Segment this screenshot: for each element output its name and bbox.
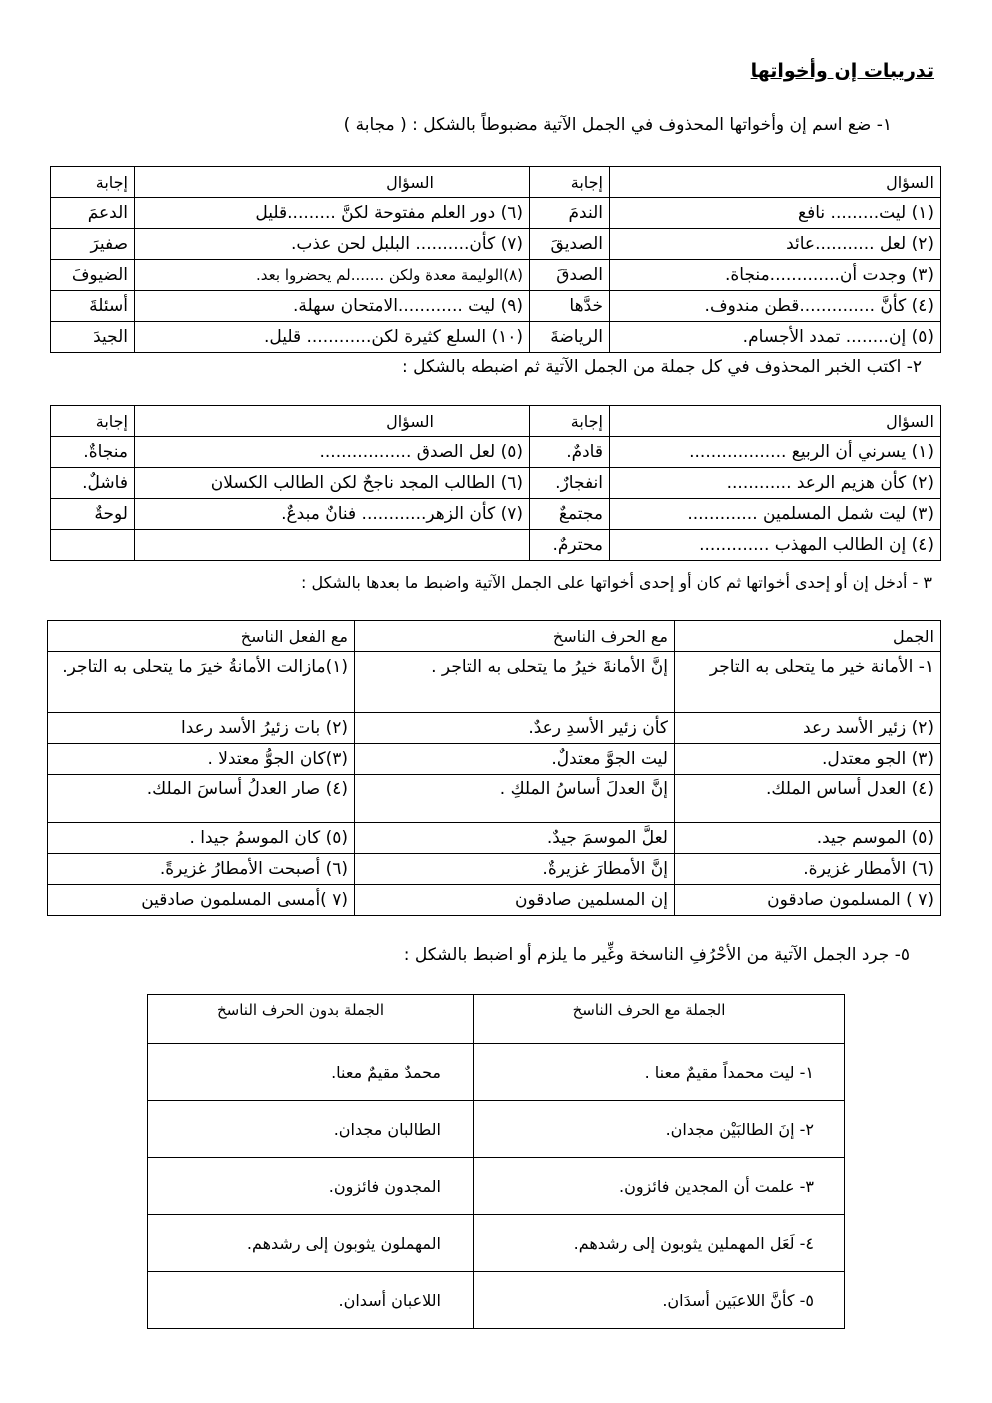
table-row [48, 652, 941, 713]
particle-cell: إنَّ الأمطارَ غزيرةٌ. [355, 854, 675, 885]
with-particle-cell: ٢- إنَ الطالبَيْن مجدان. [474, 1101, 845, 1158]
answer-cell: صفيرَ [51, 229, 135, 260]
question-cell: (١٠) السلع كثيرة لكن............ قليل. [135, 322, 530, 353]
verb-cell: (٣)كان الجوُّ معتدلا . [48, 744, 355, 775]
question-cell: (٥) لعل الصدق ................. [135, 437, 530, 468]
answer-cell: لوحةٌ [51, 499, 135, 530]
question-cell: (٩) ليت ............الامتحان سهلة. [135, 291, 530, 322]
table-row [48, 854, 941, 885]
verb-cell: (٧ )أمسى المسلمون صادقين [48, 885, 355, 916]
table-row [48, 744, 941, 775]
question-cell: (١) ليت......... نافع [610, 198, 941, 229]
with-particle-cell: ٣- علمت أن المجدين فائزون. [474, 1158, 845, 1215]
particle-cell: إنَّ الأمانةَ خيرُ ما يتحلى به التاجر . [355, 652, 675, 713]
page-title: تدريبات إن وأخواتها [750, 60, 934, 82]
question-5: ٥- جرد الجمل الآتية من الأحْرُفِ الناسخة وغِّير ما يلزم أو اضبط بالشكل : [403, 945, 910, 965]
verb-cell: (٢) بات زئيرُ الأسد رعدا [48, 713, 355, 744]
answer-cell: الضيوفَ [51, 260, 135, 291]
answer-cell: انفجارٌ. [530, 468, 610, 499]
table-row [51, 499, 941, 530]
answer-cell: فاشلٌ. [51, 468, 135, 499]
table-row [48, 823, 941, 854]
table-row [148, 1044, 845, 1101]
header-question: السؤال [135, 406, 530, 437]
question-3: ٣ - أدخل إن أو إحدى أخواتها ثم كان أو إحدى أخواتها على الجمل الآتية واضبط ما بعدها بالشكل : [300, 573, 932, 592]
question-cell: (٥) إن........ تمدد الأجسام. [610, 322, 941, 353]
table-row [51, 322, 941, 353]
table-row [51, 229, 941, 260]
header-answer: إجابة [530, 406, 610, 437]
table-3-header [48, 621, 941, 652]
sentence-cell: (٥) الموسم جيد. [675, 823, 941, 854]
without-particle-cell: محمدٌ مقيمٌ معنا. [148, 1044, 474, 1101]
question-cell: (٧) كأن الزهر............ فنانٌ مبدعٌ. [135, 499, 530, 530]
without-particle-cell: المجدون فائزون. [148, 1158, 474, 1215]
particle-cell: إن المسلمين صادقون [355, 885, 675, 916]
without-particle-cell: الطالبان مجدان. [148, 1101, 474, 1158]
sentence-cell: (٧ ) المسلمون صادقون [675, 885, 941, 916]
table-2 [50, 405, 941, 561]
verb-cell: (١)مازالت الأمانةُ خيرَ ما يتحلى به التاجر. [48, 652, 355, 713]
table-row [148, 1101, 845, 1158]
table-3 [47, 620, 941, 916]
with-particle-cell: ١- ليت محمداً مقيمٌ معنا . [474, 1044, 845, 1101]
answer-cell: الرياضةَ [530, 322, 610, 353]
table-row [51, 468, 941, 499]
answer-cell: الجيدَ [51, 322, 135, 353]
question-cell: (٧) كأن.......... البلبل لحن عذب. [135, 229, 530, 260]
answer-cell: منجاةٌ. [51, 437, 135, 468]
sentence-cell: (٤) العدل أساس الملك. [675, 775, 941, 823]
table-row [51, 291, 941, 322]
header-question: السؤال [610, 167, 941, 198]
table-row [51, 260, 941, 291]
particle-cell: إنَّ العدلَ أساسُ الملكِ . [355, 775, 675, 823]
header-sentences: الجمل [675, 621, 941, 652]
particle-cell: لعلَّ الموسمَ جيدٌ. [355, 823, 675, 854]
particle-cell: كأن زئير الأسدِ رعدٌ. [355, 713, 675, 744]
question-cell: (١) يسرني أن الربيع .................. [610, 437, 941, 468]
sentence-cell: ١- الأمانة خير ما يتحلى به التاجر [675, 652, 941, 713]
table-2-header [51, 406, 941, 437]
table-row [48, 885, 941, 916]
table-row [51, 437, 941, 468]
without-particle-cell: اللاعبان أسدان. [148, 1272, 474, 1329]
table-4-header [148, 995, 845, 1044]
question-cell: (٦) دور العلم مفتوحة لكنَّ .........قليل [135, 198, 530, 229]
table-row [48, 713, 941, 744]
header-with-particle: مع الحرف الناسخ [355, 621, 675, 652]
table-row [148, 1272, 845, 1329]
question-cell: (٤) كأنَّ ..............قطن مندوف. [610, 291, 941, 322]
table-4 [147, 994, 845, 1329]
answer-cell: الصديقَ [530, 229, 610, 260]
answer-cell: خدَّها [530, 291, 610, 322]
header-question: السؤال [610, 406, 941, 437]
verb-cell: (٤) صار العدلُ أساسَ الملك. [48, 775, 355, 823]
question-cell: (٦) الطالب المجد ناجحٌ لكن الطالب الكسلان [135, 468, 530, 499]
sentence-cell: (٣) الجو معتدل. [675, 744, 941, 775]
with-particle-cell: ٥- كأنَّ اللاعبَين أسدَان. [474, 1272, 845, 1329]
header-with-verb: مع الفعل الناسخ [48, 621, 355, 652]
header-without-particle: الجملة بدون الحرف الناسخ [148, 995, 474, 1044]
question-cell: (٤) إن الطالب المهذب ............. [610, 530, 941, 561]
answer-cell: مجتمعٌ [530, 499, 610, 530]
question-cell: (٣) ليت شمل المسلمين ............. [610, 499, 941, 530]
verb-cell: (٥) كان الموسمُ جيدا . [48, 823, 355, 854]
table-row [51, 530, 941, 561]
answer-cell: محترمٌ. [530, 530, 610, 561]
question-cell: (٢) لعل ...........عائد [610, 229, 941, 260]
question-2: ٢- اكتب الخبر المحذوف في كل جملة من الجمل الآتية ثم اضبطه بالشكل : [401, 357, 922, 377]
table-1 [50, 166, 941, 353]
table-row [148, 1158, 845, 1215]
answer-cell: أسئلةَ [51, 291, 135, 322]
answer-cell: الندمَ [530, 198, 610, 229]
answer-cell: قادمٌ. [530, 437, 610, 468]
table-row [148, 1215, 845, 1272]
question-cell [135, 530, 530, 561]
header-question: السؤال [135, 167, 530, 198]
answer-cell: الصدقَ [530, 260, 610, 291]
header-answer: إجابة [51, 167, 135, 198]
question-cell: (٨)الوليمة معدة ولكن .......لم يحضروا بعد. [135, 260, 530, 291]
particle-cell: ليت الجوَّ معتدلٌ. [355, 744, 675, 775]
sentence-cell: (٦) الأمطار غزيرة. [675, 854, 941, 885]
verb-cell: (٦) أصبحت الأمطارُ غزيرةً. [48, 854, 355, 885]
answer-cell [51, 530, 135, 561]
header-answer: إجابة [51, 406, 135, 437]
table-1-header [51, 167, 941, 198]
question-cell: (٣) وجدت أن.............منجاة. [610, 260, 941, 291]
answer-cell: الدعمَ [51, 198, 135, 229]
header-with-particle: الجملة مع الحرف الناسخ [474, 995, 845, 1044]
question-cell: (٢) كأن هزيم الرعد ............ [610, 468, 941, 499]
table-row [51, 198, 941, 229]
header-answer: إجابة [530, 167, 610, 198]
question-1: ١- ضع اسم إن وأخواتها المحذوف في الجمل الآتية مضبوطاً بالشكل : ( مجابة ) [343, 115, 892, 135]
table-row [48, 775, 941, 823]
sentence-cell: (٢) زئير الأسد رعد [675, 713, 941, 744]
with-particle-cell: ٤- لَعَل المهملين يثوبون إلى رشدهم. [474, 1215, 845, 1272]
without-particle-cell: المهملون يثوبون إلى رشدهم. [148, 1215, 474, 1272]
